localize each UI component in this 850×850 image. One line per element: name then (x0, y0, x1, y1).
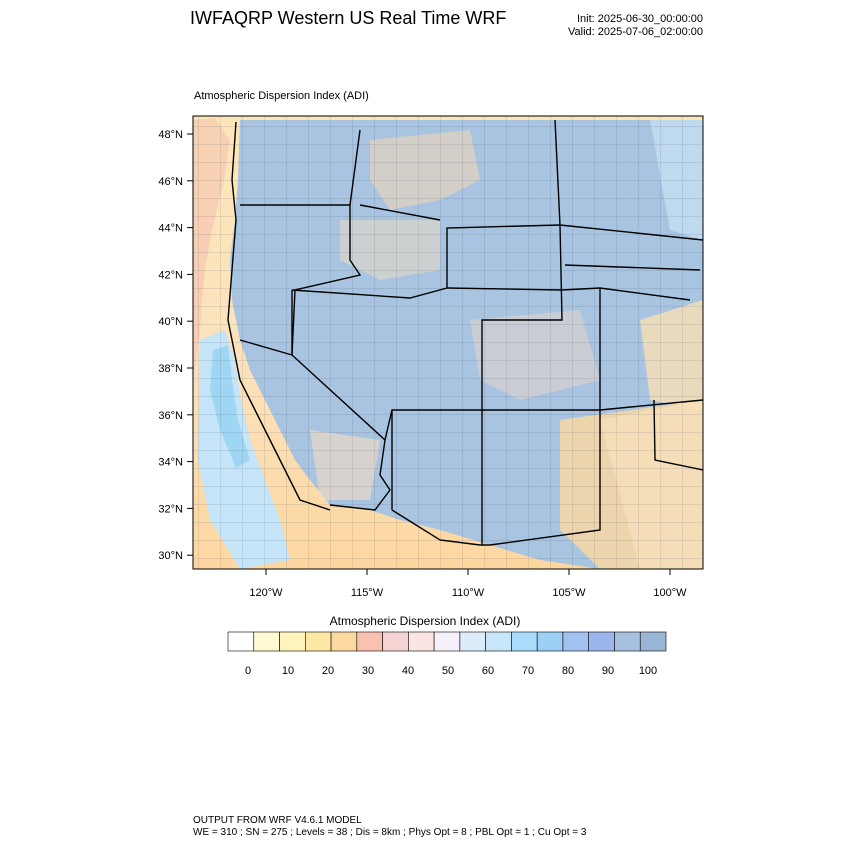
colorbar-swatch (280, 632, 306, 651)
lat-label: 38°N (158, 363, 183, 375)
footer-line-1: OUTPUT FROM WRF V4.6.1 MODEL (193, 815, 362, 826)
chart-title: IWFAQRP Western US Real Time WRF (190, 8, 507, 28)
colorbar-label: 0 (244, 665, 252, 677)
lon-label: 105°W (552, 587, 586, 599)
lon-label: 115°W (350, 587, 384, 599)
colorbar-swatch (331, 632, 357, 651)
colorbar-swatch (614, 632, 640, 651)
colorbar-swatch (383, 632, 409, 651)
lat-label: 36°N (158, 409, 183, 422)
lat-label: 46°N (158, 175, 183, 188)
longitude-axis (249, 569, 687, 599)
latitude-axis (158, 129, 193, 562)
colorbar-label: 70 (521, 665, 535, 677)
field-label: Atmospheric Dispersion Index (ADI) (194, 90, 369, 102)
lat-label: 42°N (158, 269, 183, 282)
colorbar-label: 20 (321, 665, 335, 677)
init-time: Init: 2025-06-30_00:00:00 (577, 13, 703, 25)
colorbar-label: 60 (481, 665, 495, 677)
model-footer (193, 815, 586, 839)
colorbar-swatch (434, 632, 460, 651)
lat-label: 40°N (158, 316, 183, 329)
colorbar-swatch (460, 632, 486, 651)
map-area (193, 116, 703, 569)
colorbar-swatch (486, 632, 512, 651)
colorbar-label: 40 (401, 665, 415, 677)
colorbar-swatch (589, 632, 615, 651)
colorbar-swatch (357, 632, 383, 651)
lon-label: 120°W (249, 587, 283, 599)
colorbar-label: 10 (281, 665, 295, 677)
lat-label: 48°N (158, 129, 183, 141)
lon-label: 100°W (653, 587, 687, 599)
colorbar-swatch (563, 632, 589, 651)
colorbar (228, 632, 666, 677)
lat-label: 32°N (158, 503, 183, 516)
lat-label: 34°N (158, 456, 183, 469)
colorbar-label: 80 (561, 665, 575, 677)
colorbar-swatch (511, 632, 537, 651)
colorbar-title: Atmospheric Dispersion Index (ADI) (329, 614, 521, 628)
colorbar-label: 30 (361, 665, 375, 677)
colorbar-swatch (305, 632, 331, 651)
colorbar-swatch (228, 632, 254, 651)
colorbar-swatch (537, 632, 563, 651)
lat-label: 44°N (158, 222, 183, 235)
lon-label: 110°W (451, 587, 485, 599)
colorbar-label: 100 (638, 665, 658, 677)
colorbar-label: 90 (601, 665, 615, 677)
colorbar-swatch (408, 632, 434, 651)
colorbar-label: 50 (441, 665, 455, 677)
valid-time: Valid: 2025-07-06_02:00:00 (568, 26, 703, 38)
lat-label: 30°N (158, 550, 183, 563)
footer-line-2: WE = 310 ; SN = 275 ; Levels = 38 ; Dis = 8km ; Phys Opt = 8 ; PBL Opt = 1 ; Cu Opt = 3 (193, 827, 587, 838)
colorbar-swatch (254, 632, 280, 651)
colorbar-swatch (640, 632, 666, 651)
county-grid (193, 116, 703, 569)
